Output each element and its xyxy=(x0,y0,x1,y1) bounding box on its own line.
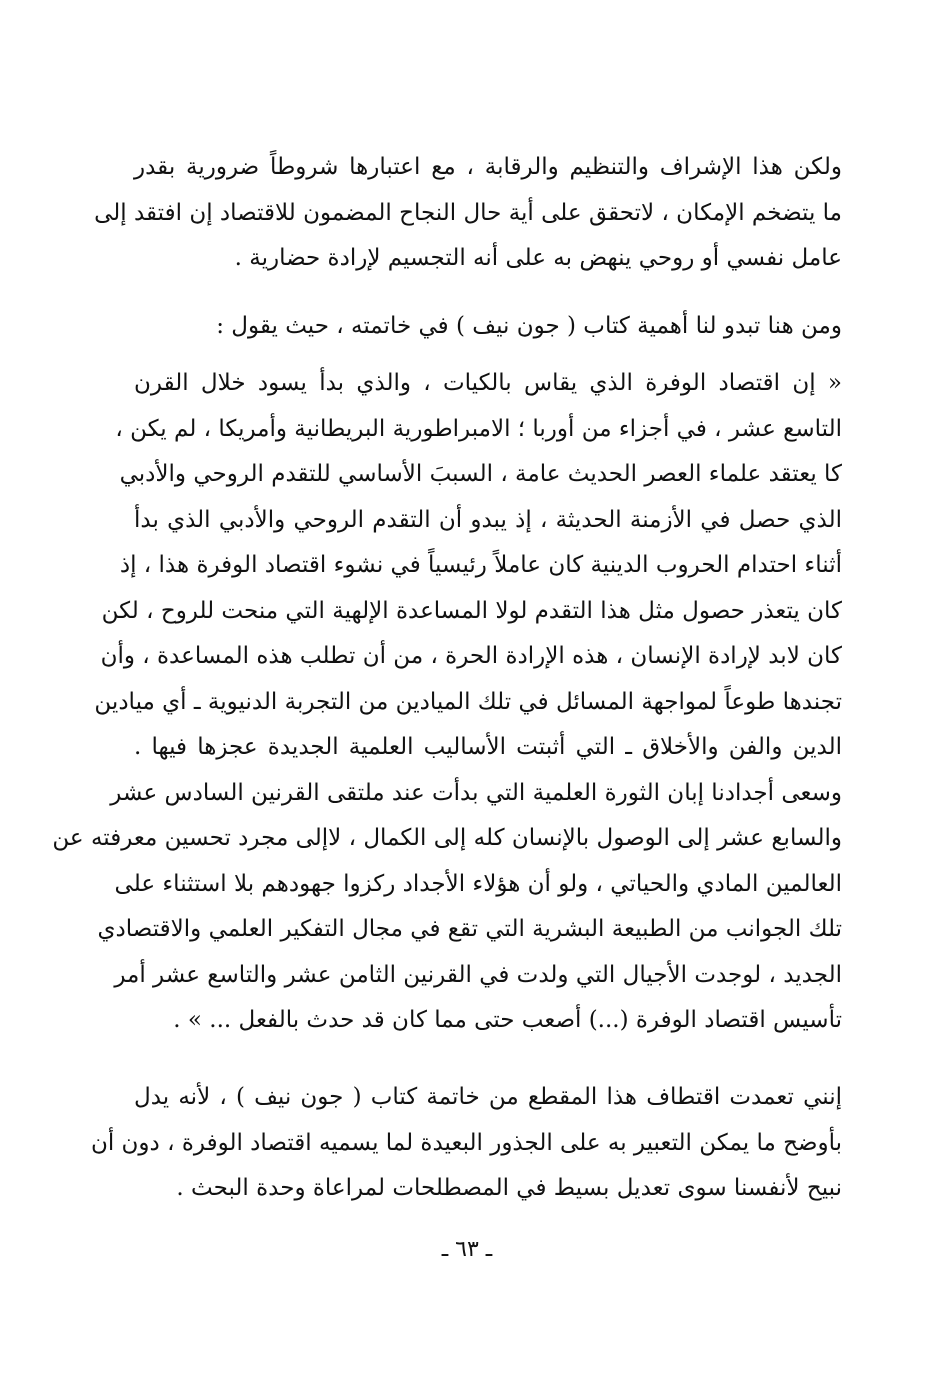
text-line: عامل نفسي أو روحي ينهض به على أنه التجسيم لإرادة حضارية . xyxy=(234,245,842,271)
quotation-paragraph xyxy=(52,361,842,1044)
text-line: ومن هنا تبدو لنا أهمية كتاب ( جون نيف ) في خاتمته ، حيث يقول : xyxy=(216,313,842,339)
text-line: نبيح لأنفسنا سوى تعديل بسيط في المصطلحات لمراعاة وحدة البحث . xyxy=(176,1175,842,1201)
text-line: الدين والفن والأخلاق ـ التي أثبتت الأساليب العلمية الجديدة عجزها فيها . xyxy=(134,734,842,760)
text-line: تجندها طوعاً لمواجهة المسائل في تلك الميادين من التجربة الدنيوية ـ أي ميادين xyxy=(94,688,842,715)
text-line: أثناء احتدام الحروب الدينية كان عاملاً رئيسياً في نشوء اقتصاد الوفرة هذا ، إذ xyxy=(119,552,842,578)
text-line: تلك الجوانب من الطبيعة البشرية التي تقع في مجال التفكير العلمي والاقتصادي xyxy=(97,916,842,942)
text-line: كان لابد لإرادة الإنسان ، هذه الإرادة الحرة ، من أن تطلب هذه المساعدة ، وأن xyxy=(100,643,842,669)
text-line: ما يتضخم الإمكان ، لاتحقق على أية حال النجاح المضمون للاقتصاد إن افتقد إلى xyxy=(94,199,842,226)
text-line: العالمين المادي والحياتي ، ولو أن هؤلاء الأجداد ركزوا جهودهم بلا استثناء على xyxy=(114,870,842,897)
text-line: الذي حصل في الأزمنة الحديثة ، إذ يبدو أن التقدم الروحي والأدبي الذي بدأ xyxy=(134,506,842,533)
paragraph-1 xyxy=(94,145,842,282)
text-line: كان يتعذر حصول مثل هذا التقدم لولا المساعدة الإلهية التي منحت للروح ، لكن xyxy=(101,597,842,624)
text-line: التاسع عشر ، في أجزاء من أوربا ؛ الامبراطورية البريطانية وأمريكا ، لم يكن ، xyxy=(115,415,842,442)
text-line: الجديد ، لوجدت الأجيال التي ولدت في القرنين الثامن عشر والتاسع عشر أمر xyxy=(114,961,842,988)
paragraph-2 xyxy=(134,304,842,350)
page-number: ـ ٦٣ ـ xyxy=(441,1237,493,1262)
text-line: ولكن هذا الإشراف والتنظيم والرقابة ، مع اعتبارها شروطاً ضرورية بقدر xyxy=(134,154,842,180)
text-line: وسعى أجدادنا إبان الثورة العلمية التي بدأت عند ملتقى القرنين السادس عشر xyxy=(110,779,842,806)
text-line: تأسيس اقتصاد الوفرة (...) أصعب حتى مما كان قد حدث بالفعل ... » . xyxy=(173,1007,842,1033)
text-line: والسابع عشر إلى الوصول بالإنسان كله إلى الكمال ، لاإلى مجرد تحسين معرفته عن xyxy=(52,825,842,851)
paragraph-4 xyxy=(90,1075,842,1212)
text-line: بأوضح ما يمكن التعبير به على الجذور البعيدة لما يسميه اقتصاد الوفرة ، دون أن xyxy=(90,1129,842,1156)
text-line: إنني تعمدت اقتطاف هذا المقطع من خاتمة كتاب ( جون نيف ) ، لأنه يدل xyxy=(134,1084,842,1110)
text-line: كا يعتقد علماء العصر الحديث عامة ، السببَ الأساسي للتقدم الروحي والأدبي xyxy=(119,461,842,487)
text-line: « إن اقتصاد الوفرة الذي يقاس بالكيات ، والذي بدأ يسود خلال القرن xyxy=(134,370,842,396)
